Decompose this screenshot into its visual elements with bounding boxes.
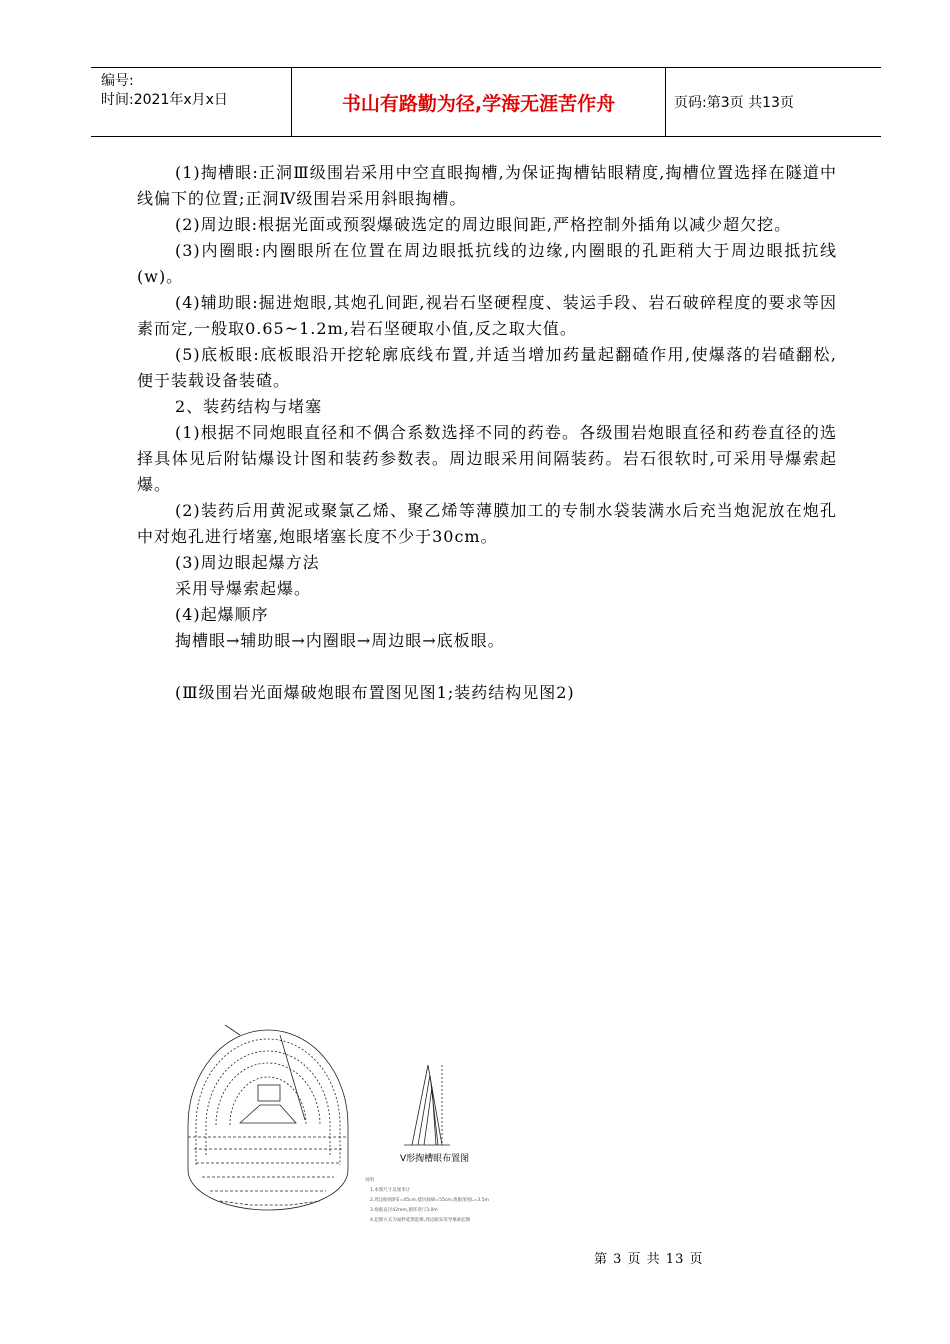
note-item: 1.本图尺寸以厘米计 xyxy=(370,1188,411,1193)
sequence-line: 掏槽眼→辅助眼→内圈眼→周边眼→底板眼。 xyxy=(175,631,505,650)
header-page-label: 页码:第3页 共13页 xyxy=(674,95,794,111)
cut-layout-label: V形掏槽眼布置图 xyxy=(400,1154,470,1164)
notes-title: 说明 xyxy=(365,1178,374,1183)
blasting-layout-figure xyxy=(180,1015,510,1245)
header-motto: 书山有路勤为径,学海无涯苦作舟 xyxy=(292,68,666,136)
paragraph: (1)根据不同炮眼直径和不偶合系数选择不同的药卷。各级围岩炮眼直径和药卷直径的选择具体见后附钻爆设计图和装药参数表。周边眼采用间隔装药。岩石很软时,可采用导爆索起爆。 xyxy=(137,423,837,494)
header-meta xyxy=(91,68,292,136)
figure-notes xyxy=(365,1176,489,1223)
note-item: 2.周边眼间距E=45cm,抵抗线W=55cm,炮眼深度L=3.5m xyxy=(370,1198,489,1203)
note-item: 4.起爆方式为毫秒延期起爆,周边眼采用导爆索起爆 xyxy=(370,1218,471,1223)
number-label: 编号: xyxy=(101,73,134,89)
method-line: 采用导爆索起爆。 xyxy=(175,579,312,598)
paragraph: (2)周边眼:根据光面或预裂爆破选定的周边眼间距,严格控制外插角以减少超欠挖。 xyxy=(175,215,792,234)
time-label: 时间:2021年x月x日 xyxy=(101,92,228,108)
paragraph: (4)辅助眼:掘进炮眼,其炮孔间距,视岩石坚硬程度、装运手段、岩石破碎程度的要求等因素而定,一般取0.65~1.2m,岩石坚硬取小值,反之取大值。 xyxy=(137,293,837,338)
page-header xyxy=(91,67,881,137)
paragraph: (3)内圈眼:内圈眼所在位置在周边眼抵抗线的边缘,内圈眼的孔距稍大于周边眼抵抗线(w)。 xyxy=(137,241,837,286)
tunnel-section-drawing xyxy=(188,1025,348,1210)
sequence-title: (4)起爆顺序 xyxy=(175,605,269,624)
document-body xyxy=(137,160,837,706)
paragraph: (1)掏槽眼:正洞Ⅲ级围岩采用中空直眼掏槽,为保证掏槽钻眼精度,掏槽位置选择在隧道中线偏下的位置;正洞Ⅳ级围岩采用斜眼掏槽。 xyxy=(137,163,837,208)
paragraph: (3)周边眼起爆方法 xyxy=(175,553,320,572)
note-item: 3.炮眼直径42mm,循环进尺3.0m xyxy=(370,1208,438,1213)
page-footer: 第 3 页 共 13 页 xyxy=(594,1252,704,1267)
paragraph: (2)装药后用黄泥或聚氯乙烯、聚乙烯等薄膜加工的专制水袋装满水后充当炮泥放在炮孔中对炮孔进行堵塞,炮眼堵塞长度不少于30cm。 xyxy=(137,501,837,546)
section-heading: 2、装药结构与堵塞 xyxy=(175,397,323,416)
v-cut-drawing xyxy=(404,1065,450,1145)
figure-reference: (Ⅲ级围岩光面爆破炮眼布置图见图1;装药结构见图2) xyxy=(175,683,575,702)
paragraph: (5)底板眼:底板眼沿开挖轮廓底线布置,并适当增加药量起翻碴作用,使爆落的岩碴翻松,便于装载设备装碴。 xyxy=(137,345,837,390)
